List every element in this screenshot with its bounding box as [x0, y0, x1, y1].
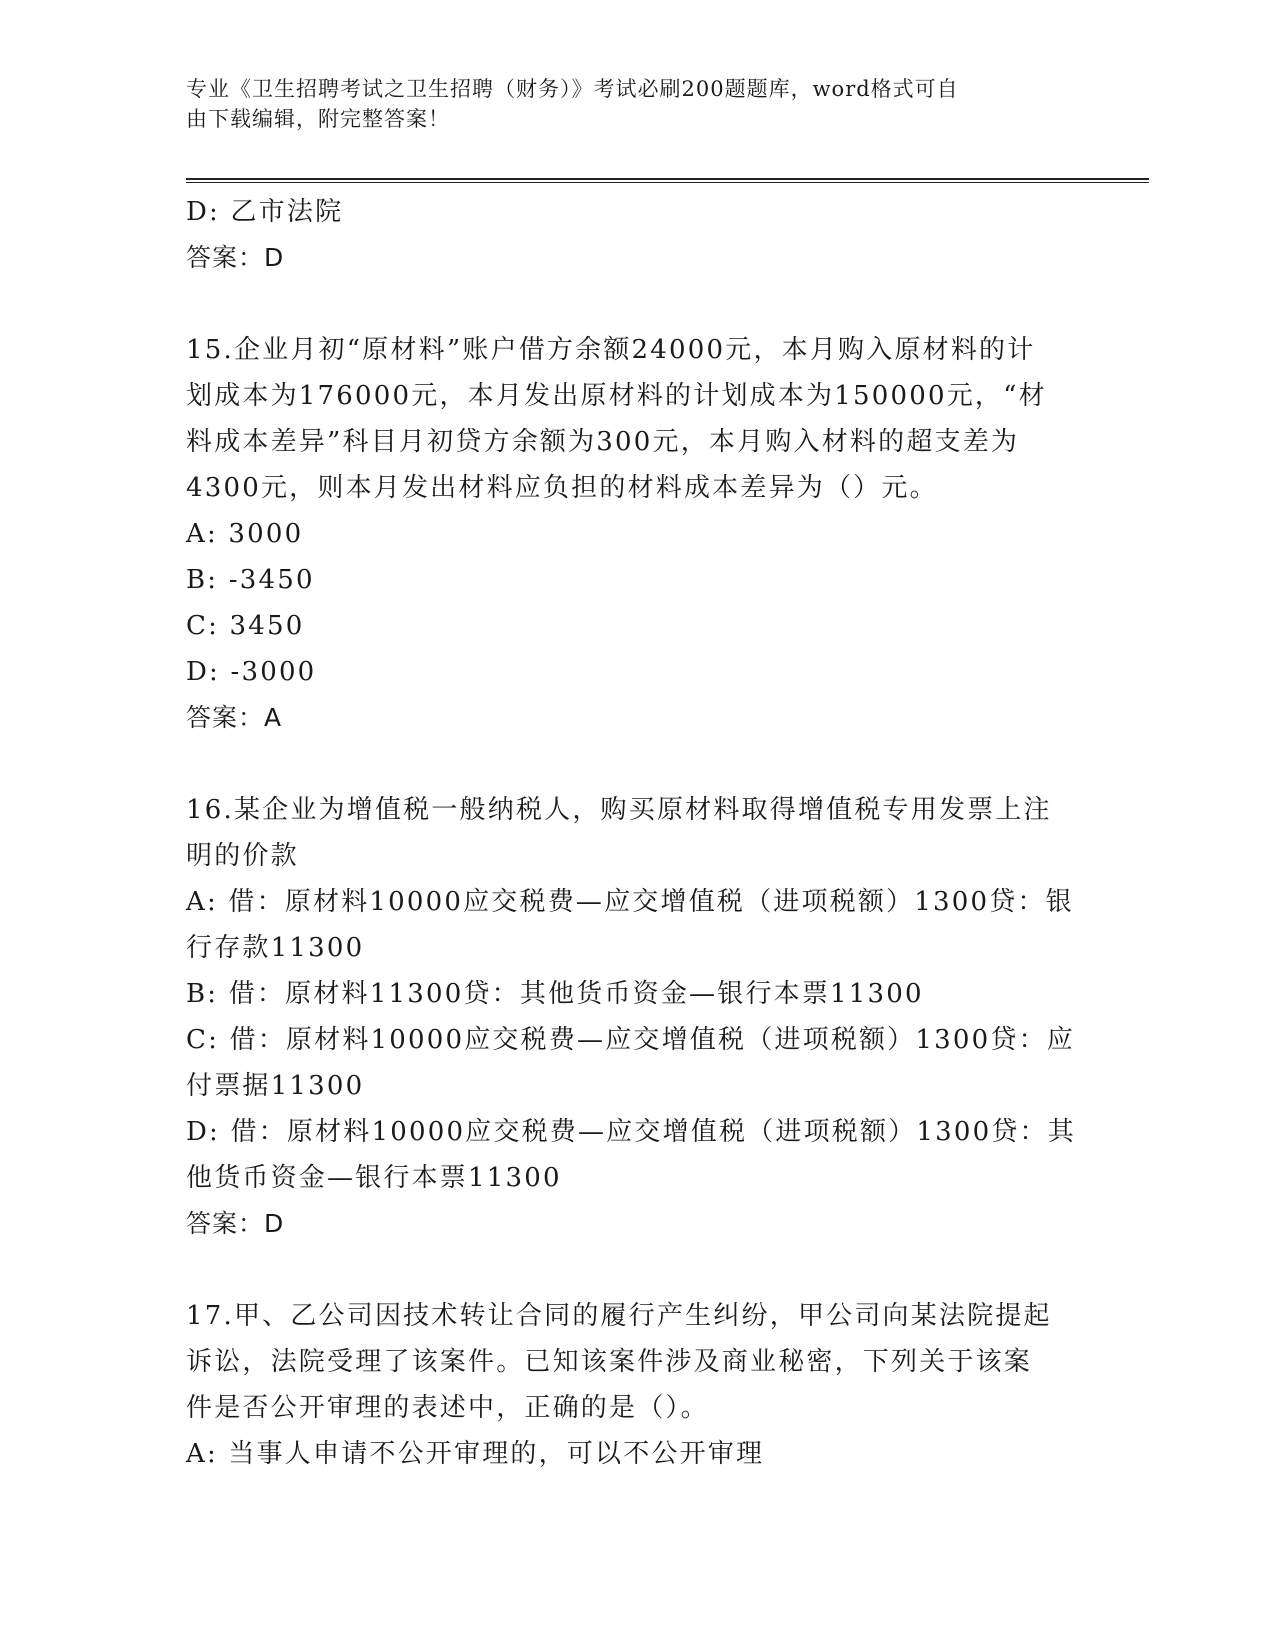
question-text-line: 15.企业月初“原材料”账户借方余额24000元，本月购入原材料的计 — [186, 335, 1036, 365]
document-body — [186, 189, 1086, 1477]
option-b: B: 借：原材料11300贷：其他货币资金—银行本票11300 — [186, 979, 924, 1009]
question-16 — [186, 787, 1086, 1247]
option-c: C: 借：原材料10000应交税费—应交增值税（进项税额）1300贷：应 — [186, 1025, 1075, 1055]
question-text-line: 明的价款 — [186, 841, 299, 871]
question-17 — [186, 1293, 1086, 1477]
option-a: A: 3000 — [186, 519, 304, 549]
option-d: D: -3000 — [186, 657, 317, 687]
option-c-cont: 付票据11300 — [186, 1071, 365, 1101]
answer: 答案：D — [186, 243, 285, 272]
option-d-cont: 他货币资金—银行本票11300 — [186, 1163, 562, 1193]
question-text-line: 件是否公开审理的表述中，正确的是（）。 — [186, 1393, 709, 1423]
option-a: A: 借：原材料10000应交税费—应交增值税（进项税额）1300贷：银 — [186, 887, 1074, 917]
header-line-2: 由下载编辑，附完整答案！ — [186, 107, 450, 131]
answer: 答案：D — [186, 1209, 285, 1238]
spacer — [186, 281, 1086, 327]
answer: 答案：A — [186, 703, 283, 732]
question-text-line: 17.甲、乙公司因技术转让合同的履行产生纠纷，甲公司向某法院提起 — [186, 1301, 1052, 1331]
question-text-line: 划成本为176000元，本月发出原材料的计划成本为150000元，“材 — [186, 381, 1047, 411]
question-15 — [186, 327, 1086, 741]
option-d: D: 借：原材料10000应交税费—应交增值税（进项税额）1300贷：其 — [186, 1117, 1076, 1147]
option-a-cont: 行存款11300 — [186, 933, 365, 963]
option-a: A: 当事人申请不公开审理的，可以不公开审理 — [186, 1439, 765, 1469]
option-b: B: -3450 — [186, 565, 315, 595]
spacer — [186, 741, 1086, 787]
question-text-line: 4300元，则本月发出材料应负担的材料成本差异为（）元。 — [186, 473, 938, 503]
header-divider-thin — [186, 182, 1149, 183]
question-text-line: 诉讼，法院受理了该案件。已知该案件涉及商业秘密，下列关于该案 — [186, 1347, 1033, 1377]
question-text-line: 料成本差异”科目月初贷方余额为300元，本月购入材料的超支差为 — [186, 427, 1020, 457]
option-c: C: 3450 — [186, 611, 305, 641]
question-14-tail — [186, 189, 1086, 281]
document-header — [186, 74, 1066, 134]
spacer — [186, 1247, 1086, 1293]
option-d: D: 乙市法院 — [186, 197, 344, 227]
header-divider-thick — [186, 178, 1149, 180]
header-line-1: 专业《卫生招聘考试之卫生招聘（财务）》考试必刷200题题库，word格式可自 — [186, 77, 959, 101]
question-text-line: 16.某企业为增值税一般纳税人，购买原材料取得增值税专用发票上注 — [186, 795, 1052, 825]
